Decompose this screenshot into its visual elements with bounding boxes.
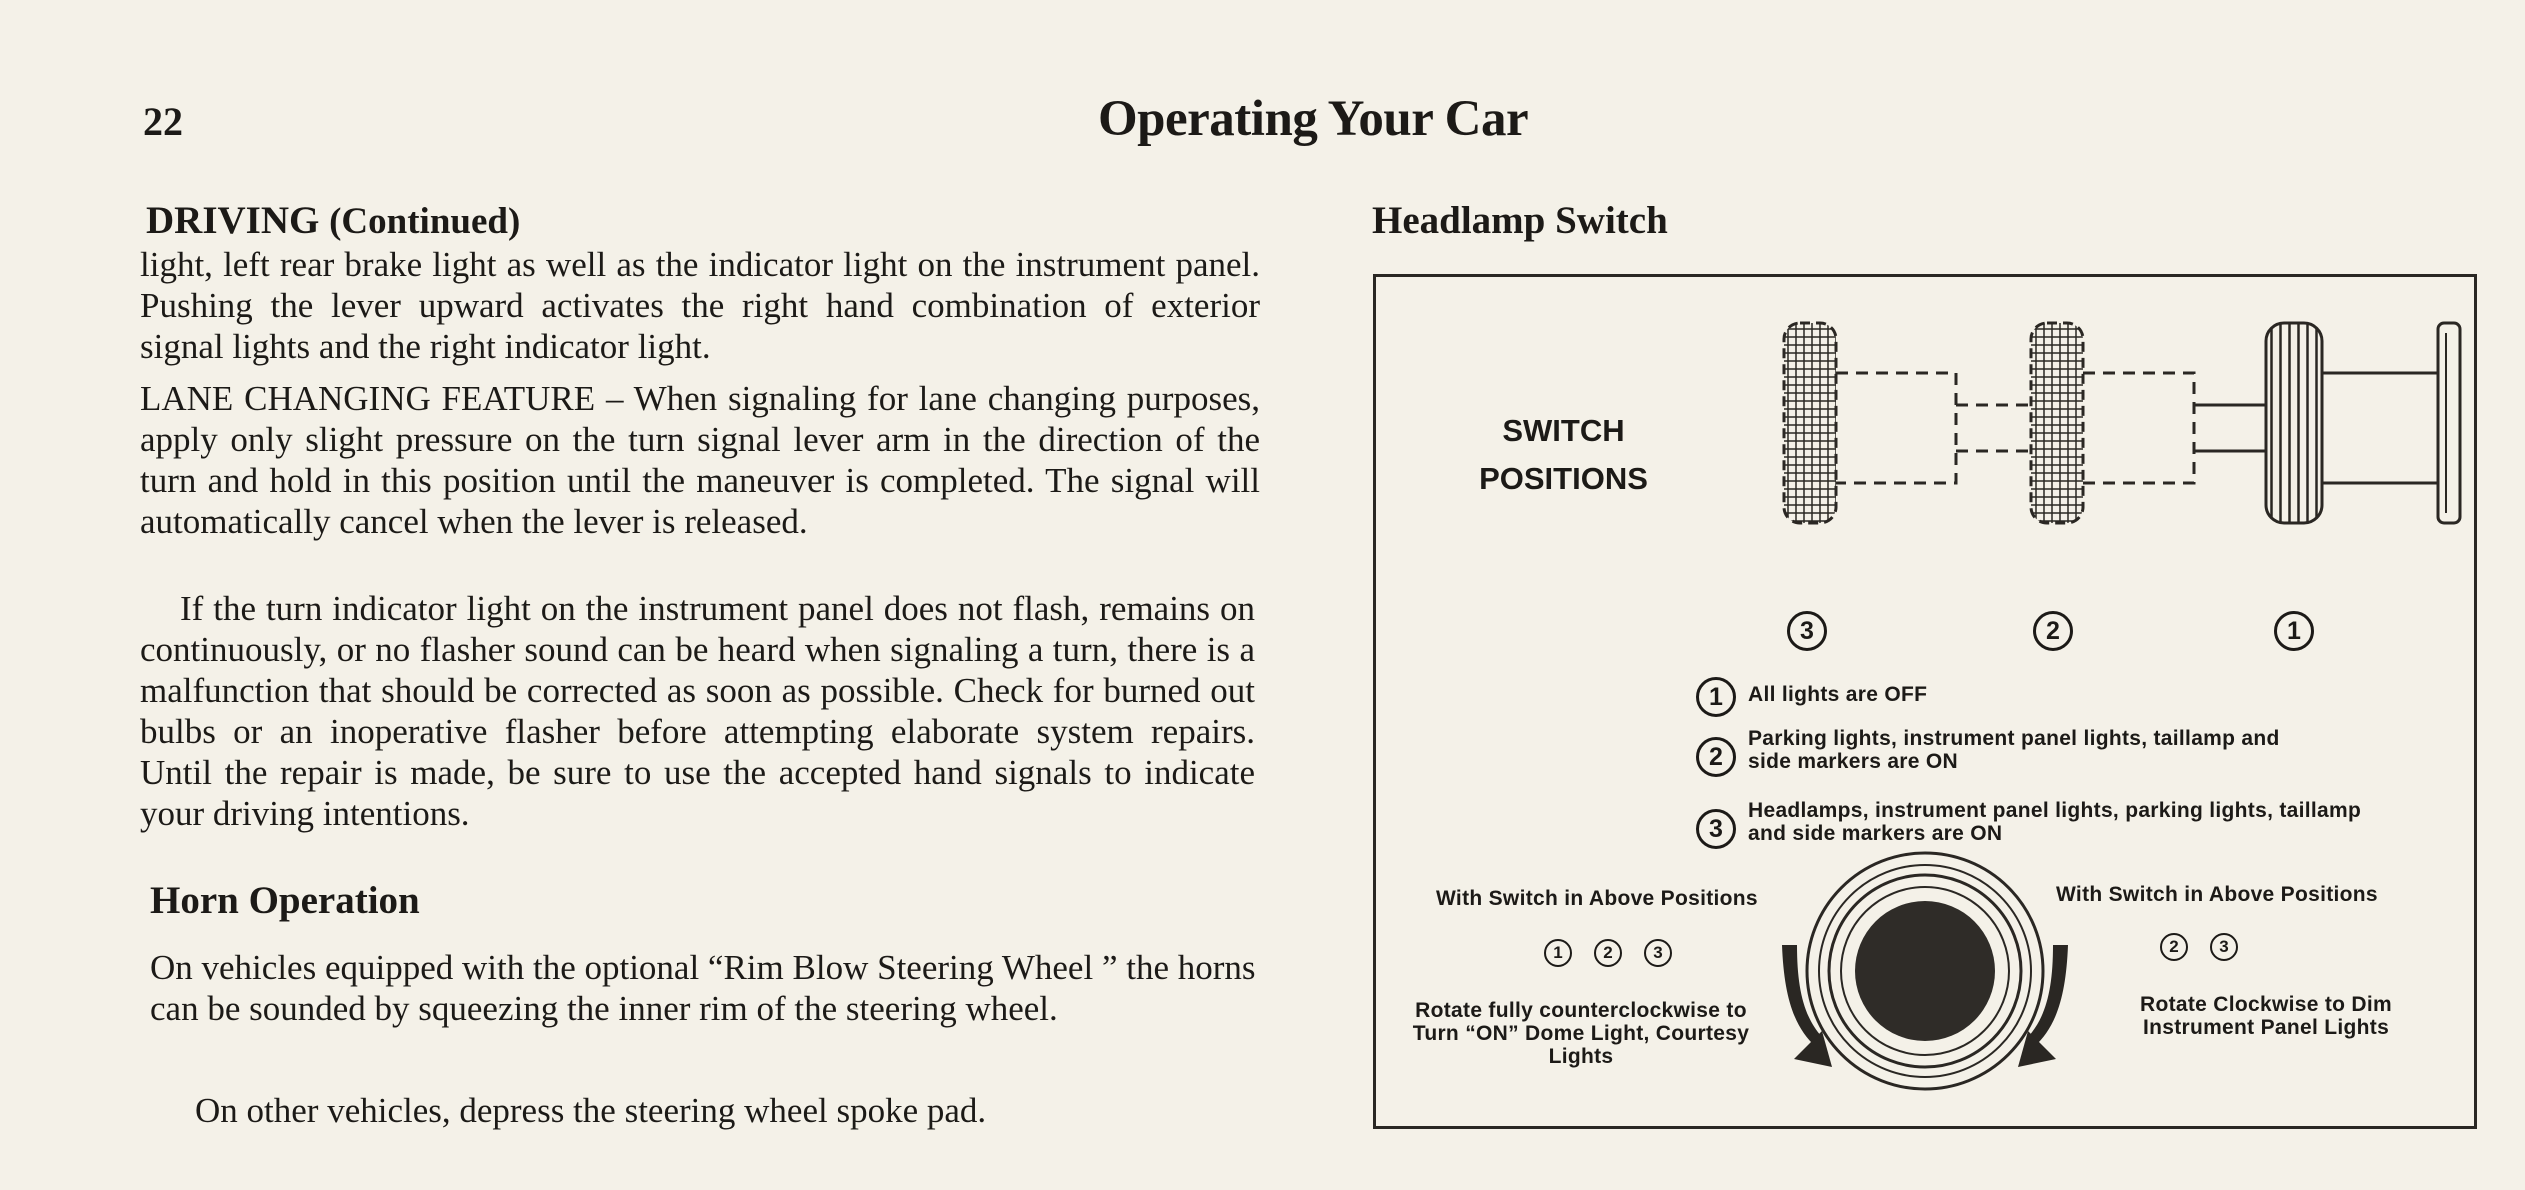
right-switch-heading: With Switch in Above Positions — [2056, 883, 2378, 906]
paragraph-lane-changing: LANE CHANGING FEATURE – When signaling for lane changing purposes, apply only slight pressure on the turn signal lever arm in the direction of the turn and hold in this position until the maneuver is completed. The signal will automatically cancel when the lever is released. — [140, 379, 1260, 541]
section-heading-headlamp-switch: Headlamp Switch — [1372, 199, 1668, 242]
switch-positions-label — [1476, 407, 1651, 503]
paragraph-spoke-pad: On other vehicles, depress the steering wheel spoke pad. — [195, 1091, 987, 1130]
section-heading-horn: Horn Operation — [150, 879, 420, 922]
legend-text-2: Parking lights, instrument panel lights, taillamp and side markers are ON — [1748, 727, 2280, 773]
legend-num-2: 2 — [1696, 737, 1736, 777]
right-num-2: 2 — [2160, 933, 2188, 961]
rotate-counterclockwise-text: Rotate fully counterclockwise to Turn “ON” Dome Light, Courtesy Lights — [1412, 999, 1750, 1068]
knob-position-3 — [1784, 323, 1956, 523]
rotate-clockwise-text: Rotate Clockwise to Dim Instrument Panel Lights — [2140, 993, 2392, 1039]
position-marker-1: 1 — [2274, 611, 2314, 651]
page-number: 22 — [143, 99, 183, 144]
page-title: Operating Your Car — [1098, 91, 1529, 147]
rotary-knob — [1807, 853, 2043, 1089]
legend-num-3: 3 — [1696, 809, 1736, 849]
heading-text: DRIVING — [146, 199, 320, 242]
left-num-2: 2 — [1594, 939, 1622, 967]
switch-label-line1: SWITCH — [1502, 413, 1625, 448]
knob-position-2 — [1956, 323, 2194, 523]
right-num-3: 3 — [2210, 933, 2238, 961]
paragraph-rim-blow: On vehicles equipped with the optional “Rim Blow Steering Wheel ” the horns can be sounded by squeezing the inner rim of the steering wheel. — [150, 948, 1256, 1028]
knob-position-1 — [2194, 323, 2460, 523]
position-marker-3: 3 — [1787, 611, 1827, 651]
legend-text-3: Headlamps, instrument panel lights, parking lights, taillamp and side markers are ON — [1748, 799, 2362, 845]
paragraph-signal-lights: light, left rear brake light as well as the indicator light on the instrument panel. Pushing the lever upward activates the right hand combination of exterior signal lights and the right indicator light. — [140, 245, 1260, 366]
paragraph-malfunction: If the turn indicator light on the instrument panel does not flash, remains on continuously, or no flasher sound can be heard when signaling a turn, there is a malfunction that should be corrected as soon as possible. Check for burned out bulbs or an inoperative flasher before attempting elaborate system repairs. Until the repair is made, be sure to use the accepted hand signals to indicate your driving intentions. — [140, 589, 1255, 833]
left-switch-heading: With Switch in Above Positions — [1436, 887, 1758, 910]
headlamp-switch-diagram — [1373, 274, 2477, 1129]
heading-suffix: (Continued) — [329, 201, 521, 242]
left-num-3: 3 — [1644, 939, 1672, 967]
left-num-1: 1 — [1544, 939, 1572, 967]
legend-num-1: 1 — [1696, 677, 1736, 717]
section-heading-driving — [146, 198, 520, 243]
position-marker-2: 2 — [2033, 611, 2073, 651]
switch-label-line2: POSITIONS — [1479, 461, 1648, 496]
legend-text-1: All lights are OFF — [1748, 683, 1928, 706]
